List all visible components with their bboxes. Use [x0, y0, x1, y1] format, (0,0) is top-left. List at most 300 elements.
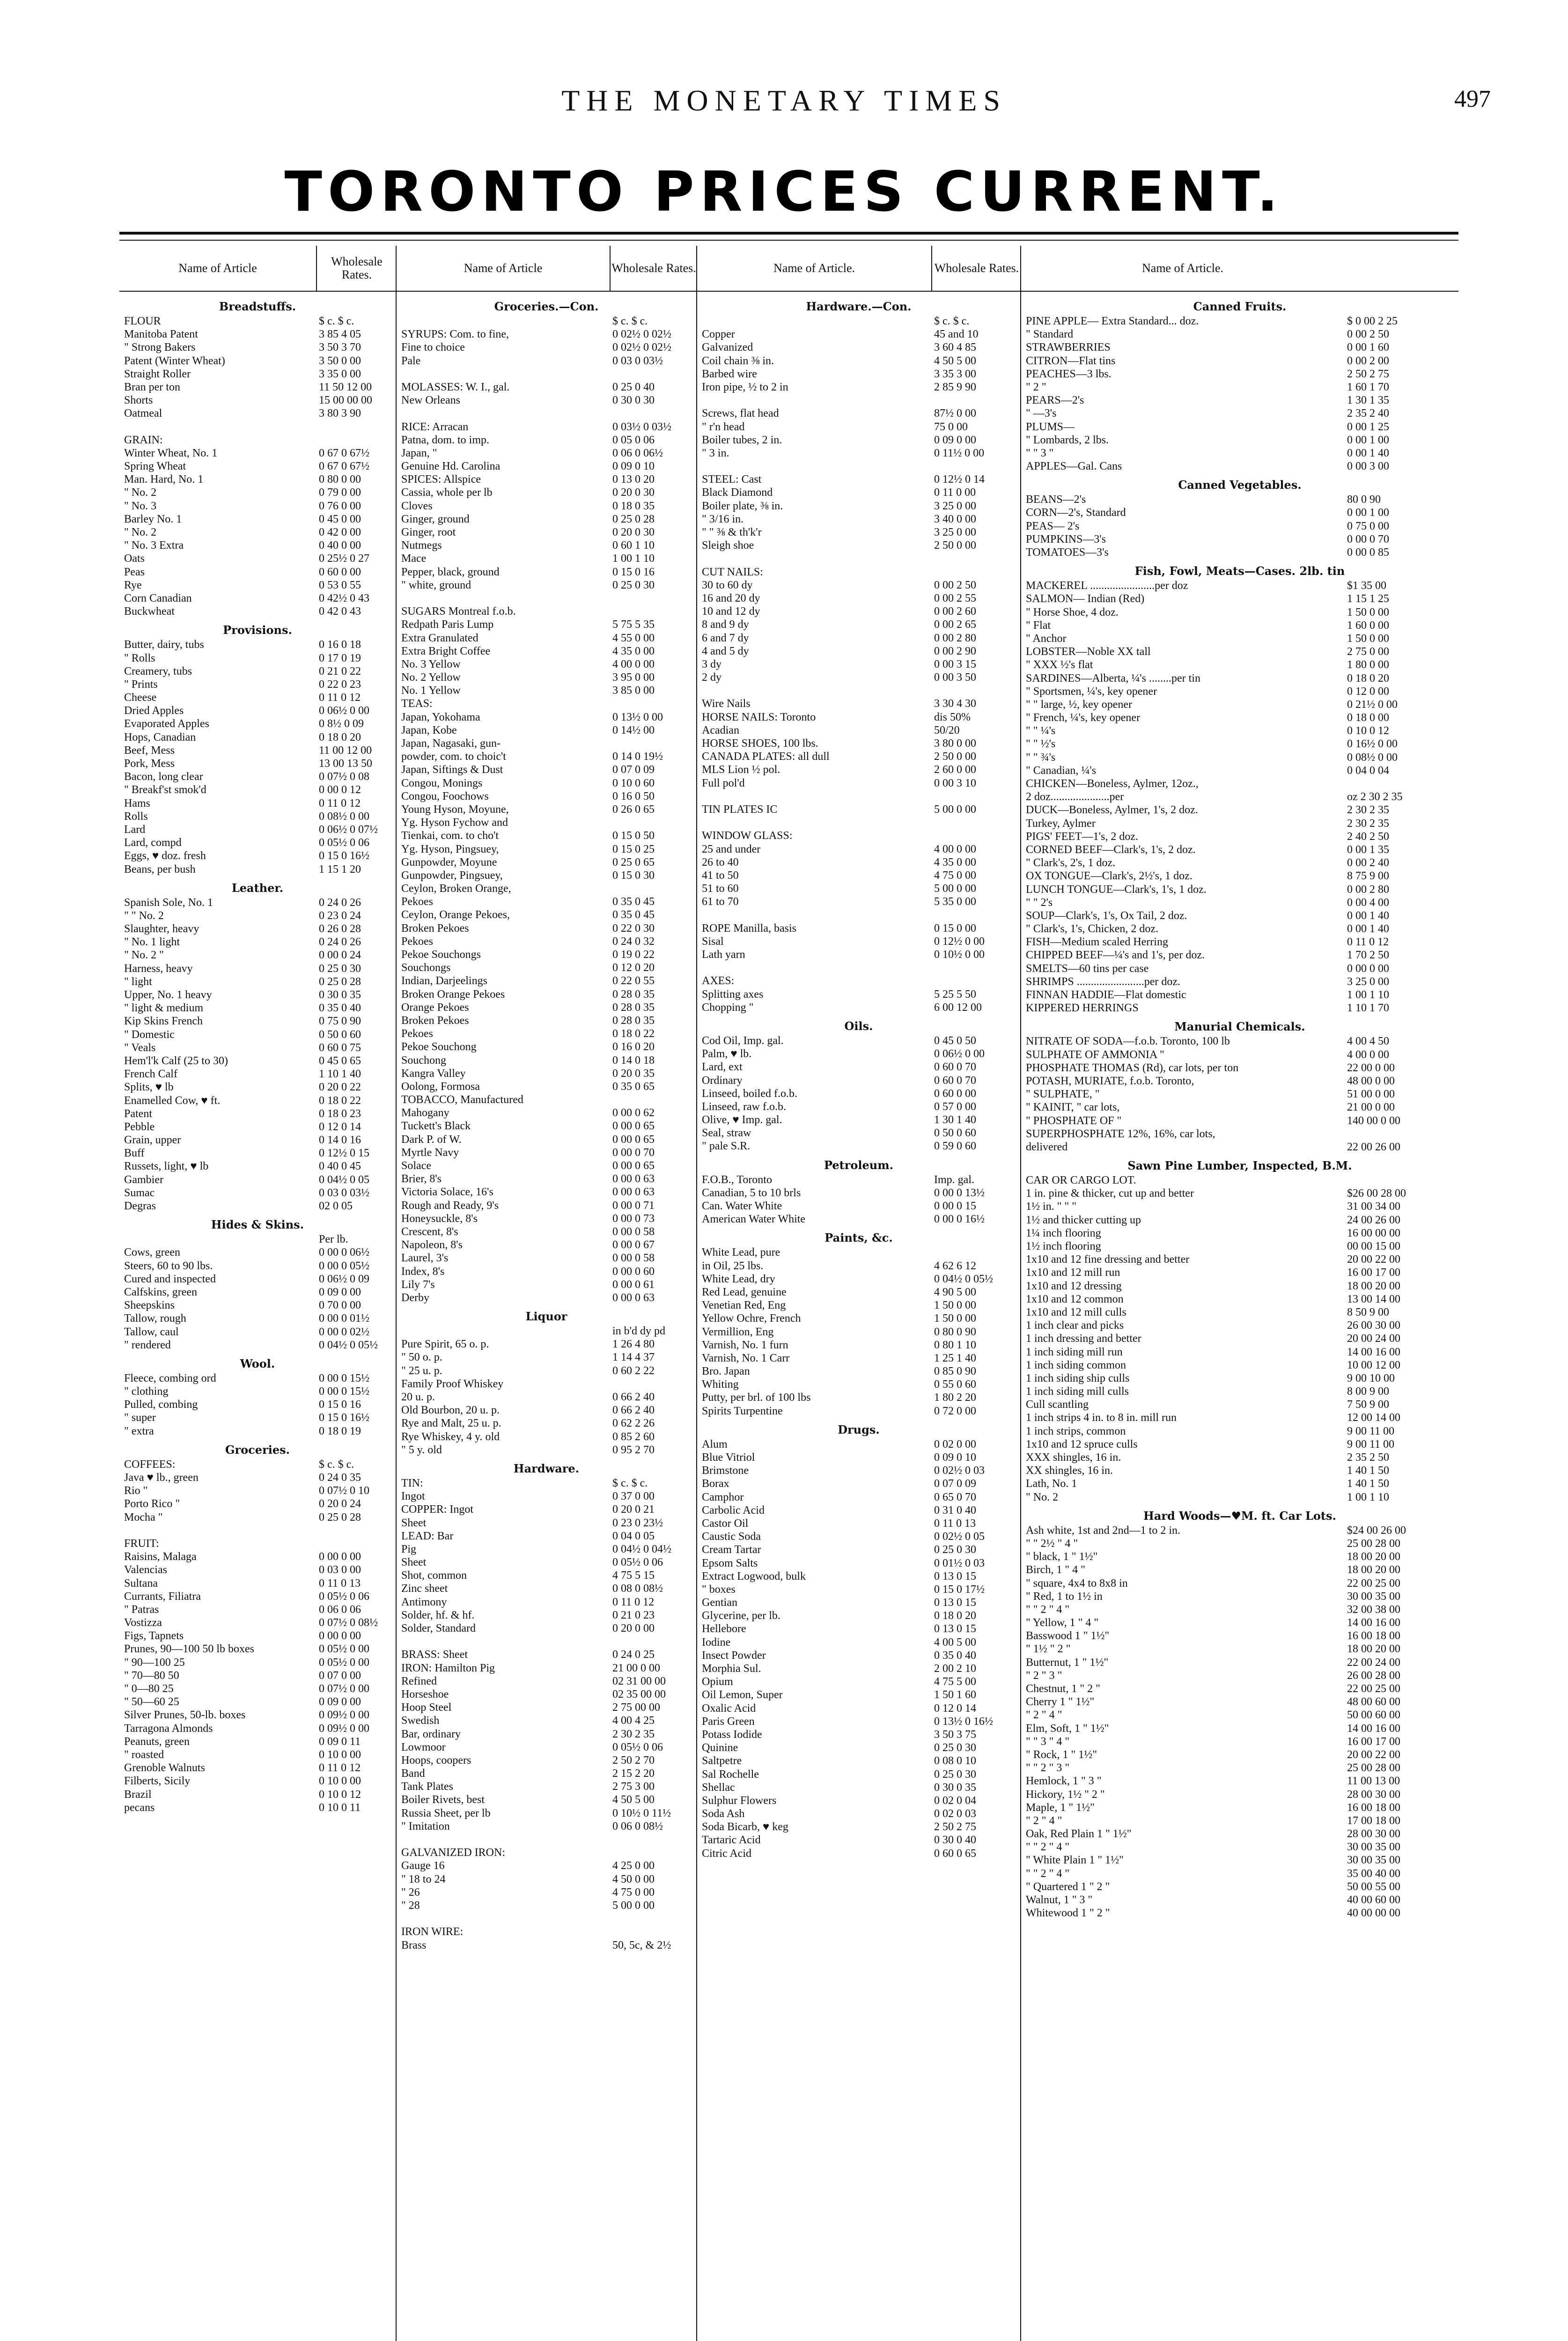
- article-rate: 0 00 0 00: [319, 1630, 361, 1642]
- price-row: [1021, 1854, 1458, 1867]
- article-rate: 0 00 1 25: [1347, 420, 1389, 433]
- article-rate: 0 40 0 45: [319, 1160, 361, 1173]
- price-column: [697, 246, 1020, 2341]
- price-row: [119, 341, 396, 354]
- price-row: [397, 1648, 696, 1661]
- article-name: Copper: [702, 328, 735, 341]
- article-name: Rio ": [124, 1485, 148, 1497]
- article-rate: 0 70 0 00: [319, 1299, 361, 1312]
- article-name: " XXX ½'s flat: [1026, 659, 1093, 671]
- article-rate: 2 30 2 35: [1347, 804, 1389, 817]
- article-name: " super: [124, 1412, 156, 1424]
- article-rate: 21 00 0 00: [612, 1662, 660, 1674]
- article-rate: 0 00 2 90: [934, 645, 976, 657]
- article-rate: 0 22 0 55: [612, 975, 655, 987]
- price-row: [397, 1741, 696, 1754]
- price-row: [397, 1338, 696, 1351]
- article-rate: 0 24 0 26: [319, 936, 361, 949]
- price-row: [119, 691, 396, 704]
- article-name: Butternut, 1 " 1½": [1026, 1656, 1109, 1669]
- price-row: [119, 566, 396, 579]
- article-name: Yg. Hyson Fychow and: [401, 817, 508, 829]
- article-name: TEAS:: [401, 698, 433, 710]
- article-name: Congou, Monings: [401, 777, 483, 789]
- price-row: [119, 1385, 396, 1398]
- article-rate: 0 16 0 50: [612, 790, 655, 802]
- article-rate: 2 50 2 75: [934, 1821, 976, 1833]
- price-row: [697, 1391, 1020, 1404]
- price-row: [697, 737, 1020, 750]
- price-row: [119, 500, 396, 513]
- article-rate: 0 25 0 30: [319, 962, 361, 975]
- section-title: Wool.: [240, 1356, 275, 1370]
- price-row: [119, 579, 396, 592]
- article-name: Porto Rico ": [124, 1498, 180, 1510]
- article-name: Full pol'd: [702, 777, 745, 789]
- article-name: Evaporated Apples: [124, 718, 209, 730]
- article-name: Chopping ": [702, 1001, 754, 1014]
- article-name: Swedish: [401, 1715, 440, 1727]
- article-rate: 0 00 0 65: [612, 1120, 655, 1133]
- article-name: Shorts: [124, 394, 153, 407]
- article-rate: 4 75 5 15: [612, 1569, 655, 1582]
- article-name: Solder, hf. & hf.: [401, 1609, 475, 1621]
- article-name: Oats: [124, 552, 145, 565]
- price-row: [119, 1682, 396, 1695]
- price-row: [119, 1603, 396, 1616]
- article-rate: in b'd dy pd: [612, 1325, 665, 1338]
- price-row: [697, 1570, 1020, 1583]
- article-name: Degras: [124, 1200, 156, 1212]
- price-row: [397, 315, 696, 328]
- price-row: [119, 1094, 396, 1107]
- article-name: Oxalic Acid: [702, 1702, 756, 1715]
- article-rate: 30 00 35 00: [1347, 1841, 1400, 1854]
- article-rate: 0 00 0 60: [612, 1265, 655, 1278]
- price-column: [119, 246, 396, 2341]
- article-name: Palm, ♥ lb.: [702, 1048, 752, 1060]
- article-name: " white, ground: [401, 579, 471, 591]
- price-row: [119, 420, 396, 434]
- article-rate: 75 0 00: [934, 420, 968, 433]
- article-name: Myrtle Navy: [401, 1146, 459, 1159]
- article-rate: 0 07 0 09: [934, 1478, 976, 1490]
- article-rate: 1 25 1 40: [934, 1352, 976, 1364]
- price-row: [697, 895, 1020, 908]
- article-rate: 0 07½ 0 08: [319, 771, 369, 783]
- article-name: Peas: [124, 566, 145, 578]
- price-row: [1021, 1840, 1458, 1854]
- article-rate: 0 12½ 0 14: [934, 473, 985, 486]
- price-row: [119, 1299, 396, 1312]
- column-body: [397, 292, 696, 1952]
- price-row: [397, 1391, 696, 1404]
- price-row: [697, 935, 1020, 948]
- article-rate: 0 04 0 05: [612, 1530, 655, 1542]
- article-rate: 3 50 3 75: [934, 1728, 976, 1741]
- article-rate: 0 15 0 16: [319, 1399, 361, 1411]
- article-rate: 0 15 0 00: [934, 922, 976, 935]
- article-name: FLOUR: [124, 315, 161, 327]
- article-name: COFFEES:: [124, 1458, 176, 1471]
- article-name: SUPERPHOSPHATE 12%, 16%, car lots,: [1026, 1127, 1215, 1140]
- article-name: Java ♥ lb., green: [124, 1472, 199, 1484]
- price-row: [1021, 1253, 1458, 1266]
- article-rate: 3 50 0 00: [319, 354, 361, 367]
- article-rate: 0 00 2 50: [1347, 328, 1389, 341]
- article-rate: 0 35 0 65: [612, 1080, 655, 1093]
- article-rate: 0 00 0 58: [612, 1252, 655, 1265]
- article-name: Saltpetre: [702, 1755, 742, 1767]
- article-rate: 0 85 2 60: [612, 1430, 655, 1443]
- price-row: [119, 652, 396, 665]
- article-name: Derby: [401, 1291, 429, 1304]
- price-row: [1021, 869, 1458, 883]
- article-name: Spring Wheat: [124, 460, 186, 473]
- price-row: [119, 1273, 396, 1286]
- article-name: WINDOW GLASS:: [702, 830, 793, 842]
- section-title: Groceries.: [225, 1443, 290, 1457]
- article-rate: 0 60 0 65: [934, 1847, 976, 1860]
- article-rate: 1 15 1 25: [1347, 593, 1389, 605]
- article-rate: 0 03 0 00: [319, 1564, 361, 1576]
- price-row: [697, 922, 1020, 935]
- price-row: [119, 1511, 396, 1524]
- article-rate: 0 00 0 13½: [934, 1186, 985, 1199]
- price-row: [697, 1378, 1020, 1391]
- price-row: [119, 717, 396, 730]
- article-name: PEARS—2's: [1026, 394, 1084, 407]
- price-row: [119, 1774, 396, 1788]
- article-rate: 0 20 0 30: [612, 526, 655, 538]
- article-rate: 3 30 4 30: [934, 698, 976, 710]
- article-name: " Flat: [1026, 619, 1051, 632]
- article-rate: 0 50 0 60: [319, 1028, 361, 1041]
- article-rate: 0 07 0 00: [319, 1669, 361, 1682]
- price-row: [1021, 1656, 1458, 1669]
- price-row: [1021, 1867, 1458, 1880]
- article-name: 8 and 9 dy: [702, 618, 749, 631]
- publication-title: THE MONETARY TIMES: [561, 84, 1007, 117]
- article-name: Wire Nails: [702, 698, 751, 710]
- price-row: [119, 935, 396, 949]
- price-row: [119, 1708, 396, 1722]
- price-row: [697, 500, 1020, 513]
- price-row: [1021, 1035, 1458, 1048]
- column-body: [697, 292, 1020, 1860]
- article-rate: 0 24 0 25: [612, 1649, 655, 1661]
- price-row: [697, 1299, 1020, 1312]
- price-row: [397, 1622, 696, 1635]
- article-name: 6 and 7 dy: [702, 632, 749, 644]
- price-row: [119, 434, 396, 447]
- price-row: [119, 1524, 396, 1537]
- article-name: " No. 2: [1026, 1491, 1059, 1503]
- price-row: [119, 526, 396, 539]
- article-name: " r'n head: [702, 420, 745, 433]
- article-rate: 5 75 5 35: [612, 618, 655, 631]
- article-name: delivered: [1026, 1141, 1068, 1153]
- article-rate: 0 15 0 30: [612, 869, 655, 882]
- price-row: [397, 473, 696, 486]
- price-row: [1021, 1240, 1458, 1253]
- article-rate: 3 85 4 05: [319, 328, 361, 341]
- article-name: 1 inch strips, common: [1026, 1425, 1126, 1437]
- article-name: " 0—80 25: [124, 1683, 174, 1695]
- price-row: [697, 1636, 1020, 1649]
- article-name: Barley No. 1: [124, 513, 182, 525]
- article-rate: 1 50 0 00: [934, 1312, 976, 1325]
- price-row: [119, 744, 396, 757]
- article-rate: 02 35 00 00: [612, 1688, 666, 1701]
- price-row: [697, 1833, 1020, 1847]
- article-name: Broken Pekoes: [401, 922, 469, 935]
- article-rate: 11 00 12 00: [319, 744, 372, 757]
- price-row: [397, 1133, 696, 1146]
- price-row: [397, 1873, 696, 1886]
- article-rate: 14 00 16 00: [1347, 1346, 1400, 1358]
- price-row: [697, 1820, 1020, 1833]
- article-name: Antimony: [401, 1596, 447, 1608]
- article-rate: 0 02½ 0 02½: [612, 341, 671, 354]
- article-rate: 7 50 9 00: [1347, 1399, 1389, 1411]
- price-row: [119, 823, 396, 836]
- article-name: Lath yarn: [702, 949, 745, 961]
- price-row: [119, 1577, 396, 1590]
- price-row: [1021, 546, 1458, 559]
- article-name: French Calf: [124, 1068, 177, 1081]
- article-rate: 16 00 18 00: [1347, 1801, 1400, 1814]
- article-rate: 2 50 0 00: [934, 539, 976, 552]
- article-rate: 0 23 0 23½: [612, 1516, 663, 1529]
- article-name: " " ¼'s: [1026, 725, 1056, 737]
- article-rate: 31 00 34 00: [1347, 1200, 1400, 1213]
- article-name: " KAINIT, " car lots,: [1026, 1101, 1120, 1114]
- article-name: Venetian Red, Eng: [702, 1299, 786, 1312]
- article-rate: 0 12 0 14: [934, 1702, 976, 1715]
- article-rate: 0 05 0 06: [612, 434, 655, 446]
- article-rate: 0 22 0 23: [319, 678, 361, 691]
- article-rate: 0 53 0 55: [319, 579, 361, 591]
- column-body: [1021, 292, 1458, 1920]
- article-name: pecans: [124, 1801, 155, 1814]
- article-name: " 18 to 24: [401, 1873, 446, 1885]
- price-row: [397, 486, 696, 499]
- article-name: Ceylon, Orange Pekoes,: [401, 909, 510, 921]
- article-name: Sal Rochelle: [702, 1768, 759, 1781]
- article-name: Extra Granulated: [401, 632, 478, 644]
- article-name: Refined: [401, 1675, 437, 1687]
- section-title: Drugs.: [838, 1422, 880, 1436]
- article-rate: 0 00 0 63: [612, 1173, 655, 1185]
- article-name: " 3 in.: [702, 447, 729, 459]
- article-rate: 0 18 0 19: [319, 1425, 361, 1437]
- article-rate: 0 25 0 40: [612, 381, 655, 393]
- article-rate: 13 00 14 00: [1347, 1293, 1400, 1305]
- price-row: [697, 1517, 1020, 1530]
- article-rate: 0 21½ 0 00: [1347, 698, 1398, 711]
- article-name: Honeysuckle, 8's: [401, 1212, 478, 1225]
- price-row: [697, 592, 1020, 605]
- price-row: [1021, 1048, 1458, 1061]
- article-name: Walnut, 1 " 3 ": [1026, 1894, 1093, 1906]
- price-row: [397, 407, 696, 420]
- article-name: " Rock, 1 " 1½": [1026, 1748, 1097, 1761]
- price-row: [397, 1093, 696, 1106]
- article-name: " Canadian, ¼'s: [1026, 764, 1097, 777]
- price-row: [397, 1251, 696, 1265]
- article-name: " French, ¼'s, key opener: [1026, 712, 1141, 724]
- price-row: [397, 750, 696, 763]
- article-name: " 2 ": [1026, 381, 1046, 393]
- article-rate: 0 25 0 65: [612, 856, 655, 869]
- article-rate: $ c. $ c.: [319, 1458, 354, 1471]
- article-name: Patent (Winter Wheat): [124, 354, 225, 367]
- article-name: Kangra Valley: [401, 1067, 466, 1080]
- price-row: [1021, 1451, 1458, 1464]
- article-rate: $ c. $ c.: [319, 315, 354, 327]
- article-name: MACKEREL .......................per doz: [1026, 580, 1188, 592]
- article-rate: 1 50 0 00: [1347, 632, 1389, 645]
- article-name: Rye and Malt, 25 u. p.: [401, 1417, 501, 1430]
- price-row: [1021, 1735, 1458, 1748]
- article-rate: 4 00 0 00: [612, 658, 655, 670]
- article-rate: 2 60 0 00: [934, 764, 976, 776]
- price-row: [397, 1119, 696, 1133]
- article-rate: 22 00 26 00: [1347, 1141, 1400, 1153]
- article-rate: 4 50 5 00: [934, 354, 976, 367]
- price-row: [397, 1238, 696, 1251]
- price-row: [697, 684, 1020, 697]
- price-row: [1021, 1385, 1458, 1398]
- price-row: [119, 460, 396, 473]
- article-rate: 0 00 2 80: [934, 632, 976, 644]
- article-name: KIPPERED HERRINGS: [1026, 1002, 1139, 1015]
- article-rate: 0 25 0 30: [934, 1544, 976, 1556]
- article-name: Glycerine, per lb.: [702, 1610, 780, 1622]
- article-name: Soda Bicarb, ♥ keg: [702, 1821, 788, 1833]
- article-name: " 26: [401, 1886, 420, 1899]
- price-row: [1021, 817, 1458, 830]
- price-row: [697, 1622, 1020, 1635]
- price-row: [1021, 1550, 1458, 1563]
- article-name: Cured and inspected: [124, 1273, 216, 1285]
- article-rate: 3 50 3 70: [319, 341, 361, 354]
- price-row: [1021, 1464, 1458, 1477]
- article-rate: 0 05½ 0 06: [319, 1590, 369, 1603]
- article-rate: 12 00 14 00: [1347, 1412, 1400, 1424]
- price-row: [697, 473, 1020, 486]
- article-name: " rendered: [124, 1339, 171, 1351]
- article-name: Sultana: [124, 1577, 158, 1590]
- article-rate: 0 16 0 20: [612, 1041, 655, 1053]
- price-row: [397, 1662, 696, 1675]
- article-name: " " 2 " 4 ": [1026, 1841, 1070, 1854]
- article-name: Whitewood 1 " 2 ": [1026, 1907, 1110, 1920]
- price-row: [1021, 420, 1458, 434]
- article-name: " " 3 " 4 ": [1026, 1735, 1070, 1748]
- article-name: Pekoes: [401, 1028, 433, 1040]
- price-row: [1021, 1491, 1458, 1504]
- price-row: [397, 1291, 696, 1304]
- article-name: Pekoes: [401, 935, 433, 948]
- article-name: Bacon, long clear: [124, 771, 203, 783]
- price-row: [1021, 1814, 1458, 1827]
- article-rate: 18 00 20 00: [1347, 1280, 1400, 1292]
- article-name: Rough and Ready, 9's: [401, 1199, 499, 1212]
- article-name: No. 3 Yellow: [401, 658, 461, 670]
- article-name: " No. 2: [124, 486, 157, 499]
- price-row: [119, 1642, 396, 1656]
- price-row: [119, 836, 396, 849]
- article-name: Oil Lemon, Super: [702, 1689, 783, 1701]
- article-name: Beef, Mess: [124, 744, 175, 757]
- price-row: [697, 1583, 1020, 1596]
- price-row: [1021, 1577, 1458, 1590]
- price-row: [119, 447, 396, 460]
- article-name: GALVANIZED IRON:: [401, 1847, 505, 1859]
- article-rate: 0 00 1 40: [1347, 447, 1389, 459]
- price-row: [1021, 381, 1458, 394]
- price-row: [119, 1590, 396, 1603]
- article-rate: 0 35 0 45: [612, 909, 655, 921]
- price-column: [397, 246, 696, 2341]
- price-row: [119, 1563, 396, 1576]
- article-rate: 4 75 0 00: [934, 869, 976, 882]
- article-name: Oolong, Formosa: [401, 1080, 480, 1093]
- price-row: [697, 1405, 1020, 1418]
- price-row: [697, 1557, 1020, 1570]
- article-rate: 2 50 0 00: [934, 751, 976, 763]
- article-name: 1 inch siding ship culls: [1026, 1372, 1130, 1384]
- price-row: [397, 1001, 696, 1014]
- price-row: [119, 605, 396, 618]
- article-name: Victoria Solace, 16's: [401, 1186, 493, 1199]
- article-name: SMELTS—60 tins per case: [1026, 962, 1149, 975]
- article-rate: 0 00 0 00: [1347, 962, 1389, 975]
- article-rate: 0 60 0 00: [319, 566, 361, 578]
- price-row: [1021, 1319, 1458, 1332]
- article-rate: 0 04 0 04: [1347, 764, 1389, 777]
- article-rate: 0 25 0 30: [612, 579, 655, 591]
- price-row: [397, 552, 696, 565]
- article-name: Gunpowder, Moyune: [401, 856, 497, 869]
- article-rate: 0 03 0 03½: [319, 1186, 369, 1199]
- price-row: [397, 1820, 696, 1833]
- article-rate: 0 50 0 60: [934, 1127, 976, 1140]
- section-title: Provisions.: [223, 623, 292, 637]
- article-name: CITRON—Flat tins: [1026, 354, 1116, 367]
- article-name: Rolls: [124, 810, 148, 823]
- article-name: Upper, No. 1 heavy: [124, 989, 212, 1001]
- article-name: Quinine: [702, 1742, 738, 1754]
- article-rate: 0 06½ 0 09: [319, 1273, 369, 1285]
- price-row: [1021, 777, 1458, 790]
- article-name: COPPER: Ingot: [401, 1503, 474, 1516]
- article-name: Cull scantling: [1026, 1399, 1089, 1411]
- price-row: [1021, 764, 1458, 777]
- article-rate: 4 50 0 00: [612, 1873, 655, 1885]
- price-row: [697, 711, 1020, 724]
- article-name: Opium: [702, 1676, 733, 1688]
- article-rate: 3 80 0 00: [934, 737, 976, 750]
- article-name: Eggs, ♥ doz. fresh: [124, 850, 206, 862]
- article-rate: 4 75 5 00: [934, 1676, 976, 1688]
- article-rate: 4 00 0 00: [1347, 1048, 1389, 1061]
- price-row: [397, 763, 696, 776]
- price-row: [1021, 1590, 1458, 1603]
- article-name: " 2 " 4 ": [1026, 1709, 1062, 1722]
